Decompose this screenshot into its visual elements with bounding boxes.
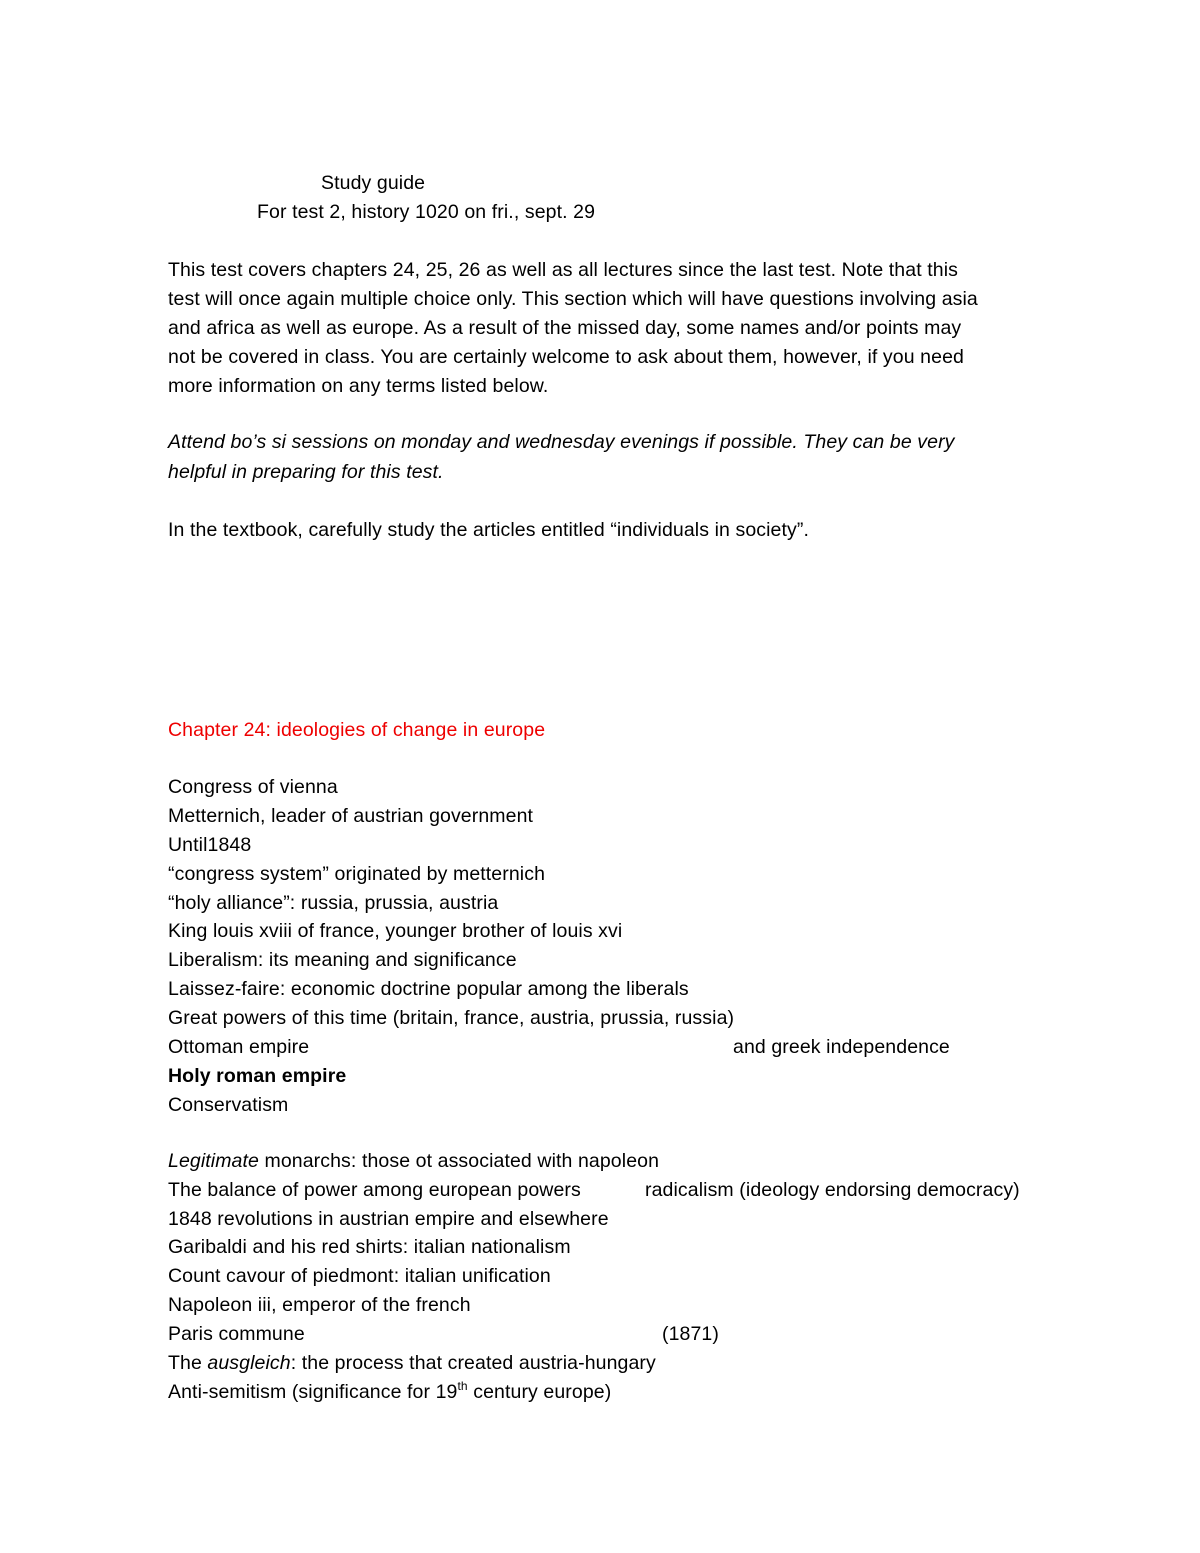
intro-line: This test covers chapters 24, 25, 26 as well as all lectures since the last test. Note that this bbox=[168, 259, 958, 281]
list-item-text: Ottoman empire bbox=[168, 1036, 310, 1058]
list-item: 1848 revolutions in austrian empire and elsewhere bbox=[168, 1208, 609, 1230]
list-item: and greek independence bbox=[733, 1036, 950, 1058]
si-session-note: helpful in preparing for this test. bbox=[168, 461, 444, 483]
list-item: “congress system” originated by metternich bbox=[168, 863, 546, 885]
intro-line: not be covered in class. You are certainly welcome to ask about them, however, if you need bbox=[168, 346, 964, 368]
intro-line: more information on any terms listed below. bbox=[168, 375, 549, 397]
intro-line: and africa as well as europe. As a result of the missed day, some names and/or points may bbox=[168, 317, 962, 339]
page-title: Study guide bbox=[321, 172, 426, 194]
textbook-note: In the textbook, carefully study the articles entitled “individuals in society”. bbox=[168, 519, 809, 541]
list-item: Metternich, leader of austrian government bbox=[168, 805, 534, 827]
list-item: King louis xviii of france, younger brother of louis xvi bbox=[168, 920, 623, 942]
superscript-text: th bbox=[457, 1378, 468, 1393]
list-item-text: The bbox=[168, 1352, 208, 1374]
list-item: Congress of vienna bbox=[168, 776, 338, 798]
list-item-text: century europe) bbox=[467, 1381, 612, 1403]
list-item-text: Anti-semitism (significance for 19 bbox=[168, 1381, 458, 1403]
list-item: Conservatism bbox=[168, 1094, 289, 1116]
si-session-note: Attend bo’s si sessions on monday and wednesday evenings if possible. They can be very bbox=[168, 431, 955, 453]
list-item: radicalism (ideology endorsing democracy) bbox=[645, 1179, 1020, 1201]
list-item: Count cavour of piedmont: italian unification bbox=[168, 1265, 551, 1287]
list-item: Napoleon iii, emperor of the french bbox=[168, 1294, 471, 1316]
list-item: The balance of power among european powers bbox=[168, 1179, 581, 1201]
list-item: (1871) bbox=[662, 1323, 719, 1345]
emphasis-text: ausgleich bbox=[207, 1352, 291, 1374]
list-item: Until1848 bbox=[168, 834, 252, 856]
list-item-text: monarchs: those ot associated with napoleon bbox=[258, 1150, 660, 1172]
list-item: Garibaldi and his red shirts: italian nationalism bbox=[168, 1236, 571, 1258]
page-subtitle: For test 2, history 1020 on fri., sept. 29 bbox=[257, 201, 596, 223]
intro-line: test will once again multiple choice only. This section which will have questions involving asia bbox=[168, 288, 978, 310]
chapter-heading: Chapter 24: ideologies of change in europe bbox=[168, 719, 546, 741]
list-item bbox=[168, 1349, 656, 1377]
list-item bbox=[168, 1378, 611, 1406]
list-item: Laissez-faire: economic doctrine popular among the liberals bbox=[168, 978, 689, 1000]
list-item: Great powers of this time (britain, france, austria, prussia, russia) bbox=[168, 1007, 735, 1029]
list-item: Holy roman empire bbox=[168, 1065, 347, 1087]
list-item bbox=[168, 1147, 659, 1175]
list-item-text: : the process that created austria-hungary bbox=[290, 1352, 656, 1374]
emphasis-text: Legitimate bbox=[168, 1150, 259, 1172]
list-item: Paris commune bbox=[168, 1323, 305, 1345]
list-item: Liberalism: its meaning and significance bbox=[168, 949, 517, 971]
list-item: “holy alliance”: russia, prussia, austria bbox=[168, 892, 499, 914]
list-item bbox=[168, 1033, 309, 1061]
